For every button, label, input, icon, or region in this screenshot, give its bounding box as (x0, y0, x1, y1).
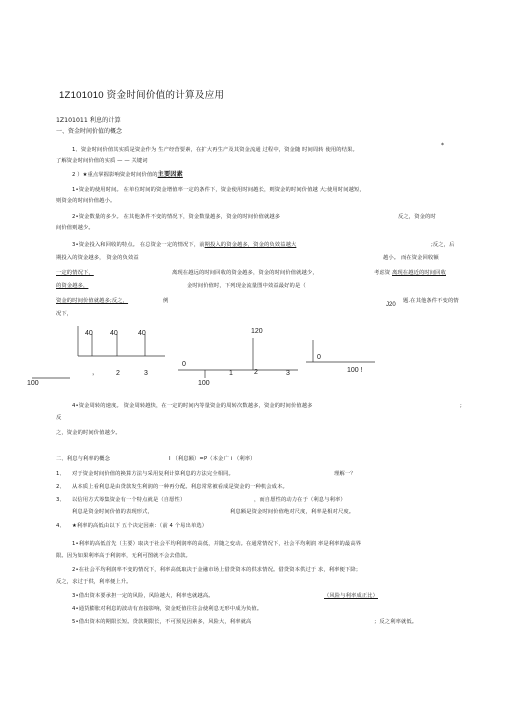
paragraph-line: 1•资金的使用时间。 在单位时间的资金增值率一定的条件下，资金使用时间越长，则资金的时间价值越 大;使用时间越短， (72, 187, 365, 193)
underlined-run: 离现在越近的时间回收 (392, 270, 446, 276)
paragraph-line (56, 284, 88, 289)
paragraph-line: 1•利率的高低首先（主要）取决于社会平均利润率的高低，并随之变动。在通常情况下，社会平均利润 率是利率的最高界 (72, 541, 362, 547)
paragraph-line: ，而自愿性的动力在于（利息与利率） (254, 497, 346, 503)
period-label: 1 (229, 370, 233, 377)
formula-line: I （利息额）=P（本金广 i （利率） (169, 456, 256, 462)
underlined-run: 的资金越多， (56, 283, 89, 289)
underlined-run: （风险与利率成正比） (324, 593, 378, 599)
paragraph-line: ; (460, 403, 462, 409)
paragraph-line (72, 172, 183, 178)
paragraph-line: 期投入的资金越多， 资金的负效益 (56, 255, 139, 261)
paragraph-line: 之，资金的时间价值越少。 (56, 430, 121, 436)
period-label: ， (92, 369, 99, 376)
cash-value: 100 ! (347, 367, 363, 374)
section-heading: 1Z101011 利息的计算 (56, 117, 121, 124)
underlined-run: 一定的情况下， (56, 270, 94, 276)
subsection-heading: 一、资金时间价值的概念 (56, 128, 123, 135)
paragraph-line: 金时间价值时，下列现金流量图中效益最好的是（ (187, 283, 306, 289)
paragraph-line: 间价值则越少。 (56, 225, 94, 231)
list-number: 4、 (56, 523, 65, 529)
paragraph-line (374, 271, 446, 276)
period-label: 3 (144, 370, 148, 377)
paragraph-line: 以信用方式筹集资金有一个特点就是（自愿性） (72, 497, 186, 503)
paragraph-line: 5•借出资本的期限长短。贷款期限长，不可预见因素多，风险大，利率就高 (72, 619, 252, 625)
paragraph-line: 限。因为如果利率高于利润率，无利可图就不会去借款。 (56, 553, 191, 559)
cash-value: 120 (251, 328, 263, 335)
paragraph-line: ;反之，后 (431, 242, 455, 248)
paragraph-line: 利息是资金时间价值的表现形式， (72, 509, 153, 515)
paragraph-line (56, 271, 94, 276)
key-term: 主要因素 (157, 171, 183, 178)
list-number: 2、 (56, 484, 65, 490)
paragraph-line: 例 (163, 298, 169, 304)
cash-value: 40 (110, 330, 118, 337)
paragraph-line: 对于资金时间价值的换算方法与采用复利计算利息的方法完全相同。 (72, 471, 234, 477)
text-run: 考虑资 (374, 270, 391, 276)
text-run: 3•资金投入和回收的特点。 在总资金一定的情况下，前 (72, 242, 205, 248)
paragraph-line: 3•借出资本要承担一定的风险，风险越大，利率也就越高。 (72, 593, 214, 599)
paragraph-line: 利息额是资金时间价值绝对尺度，利率是相对尺度。 (230, 509, 355, 515)
paragraph-line: 则资金的时间价值越小。 (56, 198, 116, 204)
cash-value: 40 (85, 330, 93, 337)
paragraph-line: 理解一？ (334, 471, 356, 477)
cash-value: 40 (138, 330, 146, 337)
page-title: 1Z101010 资金时间价值的计算及应用 (59, 90, 225, 101)
underlined-run: 期投入的资金越多，资金的负效益越大 (204, 242, 297, 248)
paragraph-line: 反 (56, 415, 62, 421)
paragraph-line: 了解资金时间价值的实质 — — 关键词 (56, 158, 148, 164)
period-label: 0 (317, 354, 321, 361)
underlined-run: 资金的时间价值就越多;反之， (56, 298, 129, 304)
paragraph-line: 反之，求过于供，利率便上升。 (56, 579, 132, 585)
paragraph-line: 离现在越远的时间回收的资金越多，资金的时间价值就越少， (172, 270, 318, 276)
label-text: J20 (386, 302, 396, 308)
paragraph-line (56, 299, 128, 304)
paragraph-line (72, 243, 296, 248)
paragraph-line: 2•在社会平均利润率不变的情况下，利率高低取决于金融市场上借贷资本的供求情况。借贷资本供过于 求，利率便下降； (72, 567, 362, 573)
paragraph-line: 况下， (56, 311, 73, 317)
period-label: 0 (182, 361, 186, 368)
period-label: 2 (254, 369, 258, 376)
paragraph-line: ★利率的高低由以下 五个决定因素：（前 4 个易出单选） (72, 523, 208, 529)
subsection-heading: 二、利息与利率的概念 (56, 456, 110, 462)
paragraph-line: 题.在其他条件不变的情 (403, 298, 459, 304)
paragraph-line: ；反之利率就低。 (374, 619, 418, 625)
text-run: 2 ）★重点掌握影响资金时间价值的 (72, 172, 158, 178)
paragraph-line: 越小。 而在资金回收额 (383, 255, 439, 261)
cash-value: 100 (198, 380, 210, 387)
paragraph-line: 4•资金周转的速度。 资金周转越快，在一定的时间内等量资金的周转次数越多，资金的时间价值越多 (72, 403, 313, 409)
paragraph-line: 从本质上看利息是由贷款发生利润的一种再分配。利息常常被看成是资金的一种机会成本。 (72, 484, 288, 490)
footnote-mark: * (441, 142, 444, 149)
paragraph-line: 反之，资金的时 (398, 214, 436, 220)
cash-value: 100 (27, 380, 39, 387)
list-number: 3、 (56, 497, 65, 503)
cash-flow-diagrams (0, 320, 505, 390)
paragraph-line: 4•通货膨胀对利息的波动有直接影响，资金贬值往往会使利息无形中成为负值。 (72, 606, 263, 612)
period-label: 2 (116, 370, 120, 377)
paragraph-line: 2•资金数量的多少。 在其他条件不变的情况下，资金数量越多，资金的时间价值就越多 (72, 214, 281, 220)
period-label: 3 (286, 370, 290, 377)
list-number: 1、 (56, 471, 65, 477)
paragraph-line: 1、资金时间价值其实质是资金作为 生产经营要素，在扩大再生产及其资金流通 过程中，资金随 时间周转 使用的结果。 (72, 147, 358, 153)
